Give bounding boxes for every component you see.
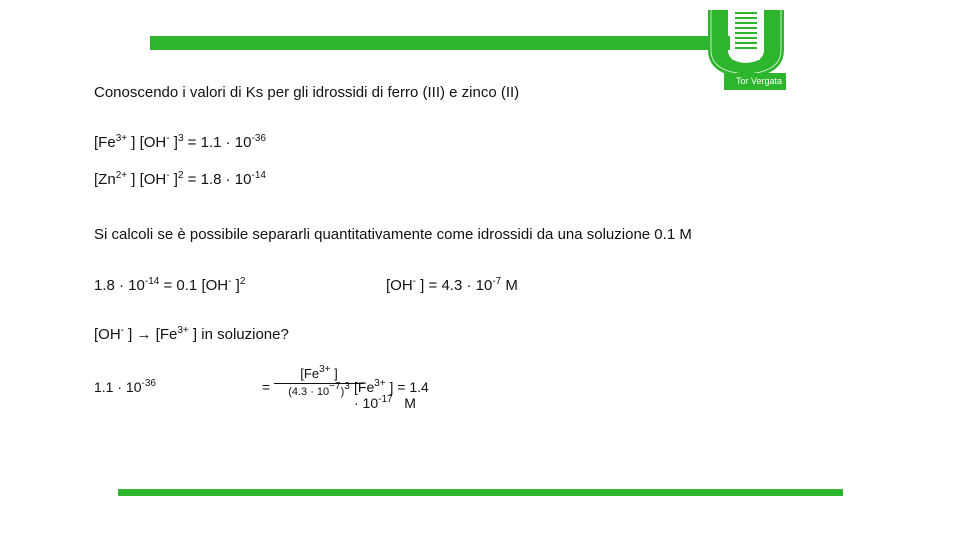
formula-rhs: [$Fe^{3+}$ ] = $1.4 \cdot 10^{-17}$ M — [354, 378, 429, 411]
oh-to-fe-question: [OH- ] → [$Fe^{3+}$ ] in soluzione? — [94, 325, 289, 343]
formula-fraction — [274, 366, 364, 398]
top-green-bar — [150, 36, 730, 50]
bottom-green-bar — [118, 489, 843, 496]
fe-ksp-expression: [$Fe^{3+}$ ] [OH- ]$^3 = 1.1 \cdot 10^{-36}$ — [94, 133, 266, 151]
fraction-denominator: $(4.3 \cdot 10^{-7})^3$ — [288, 381, 350, 398]
intro-text: Conoscendo i valori di Ks per gli idrossidi di ferro (III) e zinco (II) — [94, 84, 520, 101]
zn-ksp-expression: [$Zn^{2+}$ ] [OH- ]$^2 = 1.8 \cdot 10^{-14}$ — [94, 170, 266, 188]
question-text: Si calcoli se è possibile separarli quantitativamente come idrossidi da una soluzione 0.1 M — [94, 226, 692, 243]
calc-oh-result: [OH- ] = $4.3 \cdot 10^{-7}$ M — [386, 276, 518, 294]
fraction-numerator: [$Fe^{3+}$ ] — [274, 366, 364, 384]
formula-equals: = — [262, 379, 271, 395]
formula-lhs: $1.1 \cdot 10^{-36}$ — [94, 378, 156, 395]
logo-caption: Tor Vergata — [724, 73, 786, 90]
fe-concentration-formula — [94, 362, 434, 412]
calc-oh-squared: $1.8 \cdot 10^{-14} = 0.1$ [OH- ]$^2$ — [94, 276, 246, 294]
